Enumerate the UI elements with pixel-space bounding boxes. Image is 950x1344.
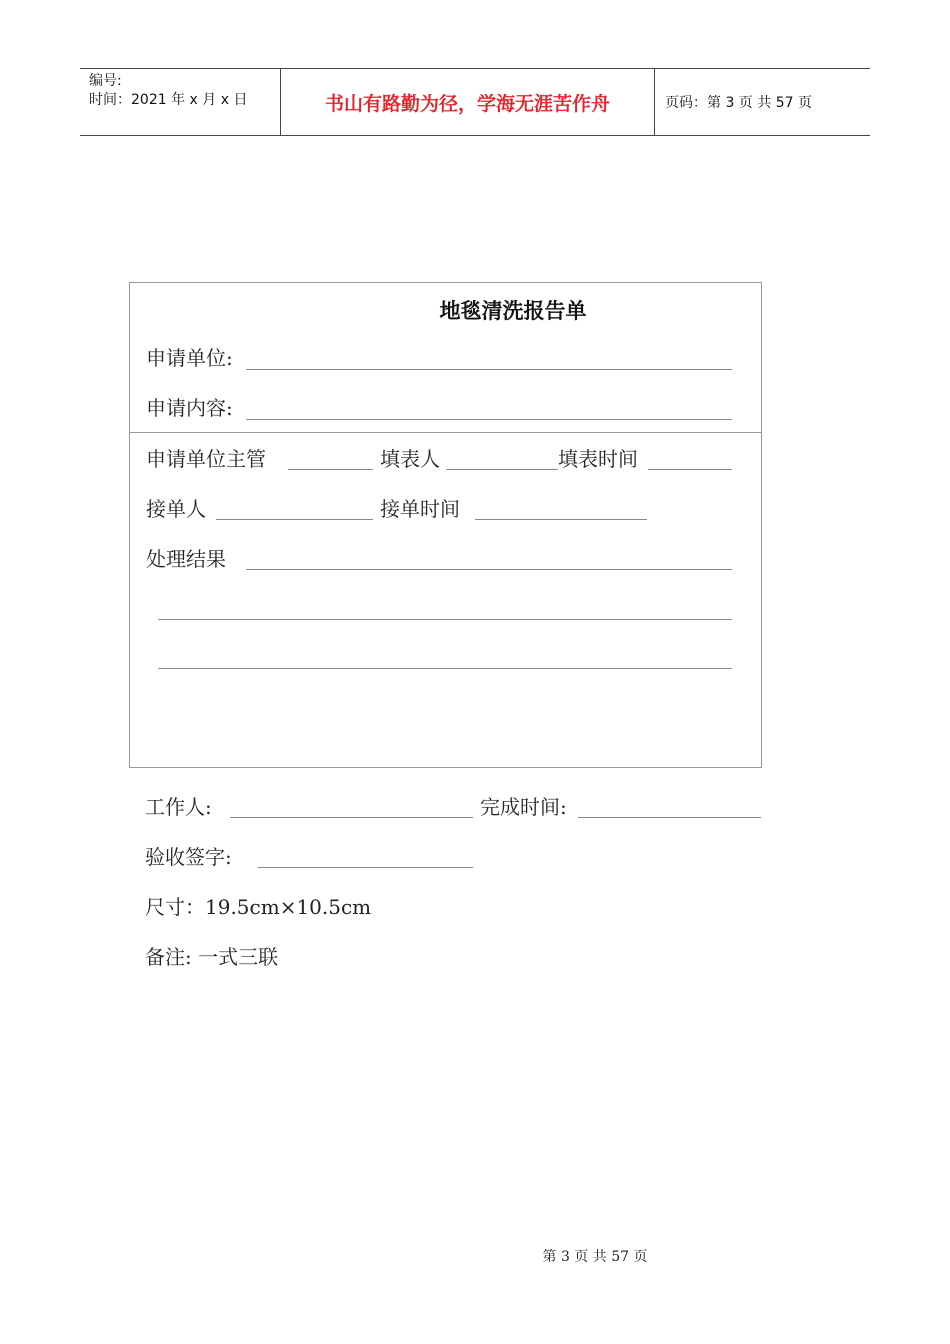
fill-time-label: 填表时间: [558, 447, 638, 471]
note-text: 备注: 一式三联: [145, 945, 279, 969]
applicant-unit-label: 申请单位:: [146, 346, 233, 370]
number-label: 编号:: [89, 73, 122, 89]
request-content-label: 申请内容:: [146, 396, 233, 420]
header-meta: [80, 69, 281, 135]
form-title: 地毯清洗报告单: [439, 299, 587, 323]
receiver-label: 接单人: [146, 497, 206, 521]
receiver-field[interactable]: [216, 519, 373, 520]
result-field-line-1[interactable]: [246, 569, 732, 570]
unit-supervisor-field[interactable]: [288, 469, 373, 470]
unit-supervisor-label: 申请单位主管: [146, 447, 266, 471]
fill-time-field[interactable]: [648, 469, 732, 470]
result-field-line-2[interactable]: [158, 619, 732, 620]
form-divider: [130, 432, 761, 433]
form-filler-field[interactable]: [446, 469, 558, 470]
finish-time-label: 完成时间:: [480, 795, 567, 819]
worker-field[interactable]: [230, 817, 473, 818]
finish-time-field[interactable]: [578, 817, 761, 818]
request-content-field[interactable]: [246, 419, 732, 420]
page-footer: 第 3 页 共 57 页: [542, 1249, 648, 1265]
acceptance-signature-field[interactable]: [258, 867, 473, 868]
acceptance-signature-label: 验收签字:: [145, 845, 232, 869]
applicant-unit-field[interactable]: [246, 369, 732, 370]
worker-label: 工作人:: [145, 795, 212, 819]
form-filler-label: 填表人: [380, 447, 440, 471]
time-label: 时间：2021 年 x 月 x 日: [89, 92, 248, 108]
header-motto: 书山有路勤为径，学海无涯苦作舟: [281, 69, 655, 135]
header-page: 页码：第 3 页 共 57 页: [665, 95, 812, 111]
result-label: 处理结果: [146, 547, 226, 571]
size-text: 尺寸：19.5cm×10.5cm: [145, 895, 372, 919]
result-field-line-3[interactable]: [158, 668, 732, 669]
page-header: [80, 68, 870, 136]
receive-time-field[interactable]: [475, 519, 647, 520]
receive-time-label: 接单时间: [380, 497, 460, 521]
report-form: [129, 282, 762, 768]
